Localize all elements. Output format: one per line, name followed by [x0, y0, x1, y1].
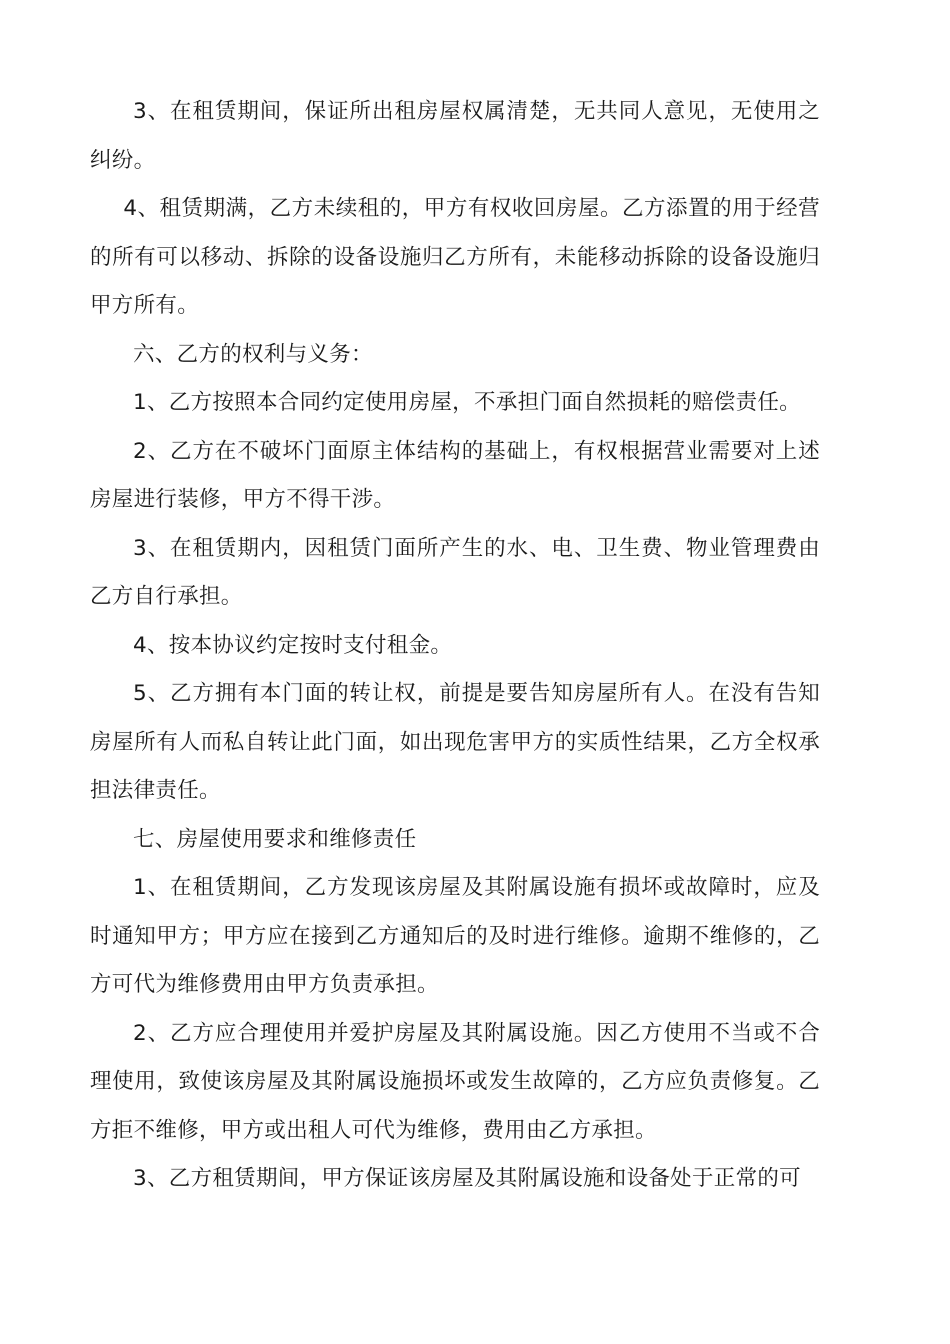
paragraph-clause-5-transfer: 5、乙方拥有本门面的转让权，前提是要告知房屋所有人。在没有告知房屋所有人而私自转让此门面，如出现危害甲方的实质性结果，乙方全权承担法律责任。: [90, 681, 820, 803]
paragraph-clause-3-utilities: 3、在租赁期内，因租赁门面所产生的水、电、卫生费、物业管理费由乙方自行承担。: [90, 535, 820, 609]
paragraph-clause-3-normal-condition: 3、乙方租赁期间，甲方保证该房屋及其附属设施和设备处于正常的可: [133, 1166, 801, 1191]
paragraph-clause-2-renovation: 2、乙方在不破坏门面原主体结构的基础上，有权根据营业需要对上述房屋进行装修，甲方不得干涉。: [90, 438, 820, 512]
paragraph-clause-1-usage: 1、乙方按照本合同约定使用房屋，不承担门面自然损耗的赔偿责任。: [133, 390, 801, 415]
paragraph-clause-4-lease-expiry: 4、租赁期满，乙方未续租的，甲方有权收回房屋。乙方添置的用于经营的所有可以移动、拆除的设备设施归乙方所有，未能移动拆除的设备设施归甲方所有。: [90, 196, 820, 318]
paragraph-clause-4-rent-payment: 4、按本协议约定按时支付租金。: [133, 632, 453, 658]
paragraph-clause-1-repair-notice: 1、在租赁期间，乙方发现该房屋及其附属设施有损坏或故障时，应及时通知甲方；甲方应在接到乙方通知后的及时进行维修。逾期不维修的，乙方可代为维修费用由甲方负责承担。: [90, 875, 820, 997]
document-body: [90, 88, 820, 1204]
section-heading-usage-maintenance: 七、房屋使用要求和维修责任: [133, 826, 417, 852]
section-heading-tenant-rights: 六、乙方的权利与义务：: [133, 341, 373, 367]
paragraph-clause-3-title-clear: 3、在租赁期间，保证所出租房屋权属清楚，无共同人意见，无使用之纠纷。: [90, 99, 820, 173]
paragraph-clause-2-proper-use: 2、乙方应合理使用并爱护房屋及其附属设施。因乙方使用不当或不合理使用，致使该房屋及其附属设施损坏或发生故障的，乙方应负责修复。乙方拒不维修，甲方或出租人可代为维修，费用由乙方承担。: [90, 1020, 820, 1143]
